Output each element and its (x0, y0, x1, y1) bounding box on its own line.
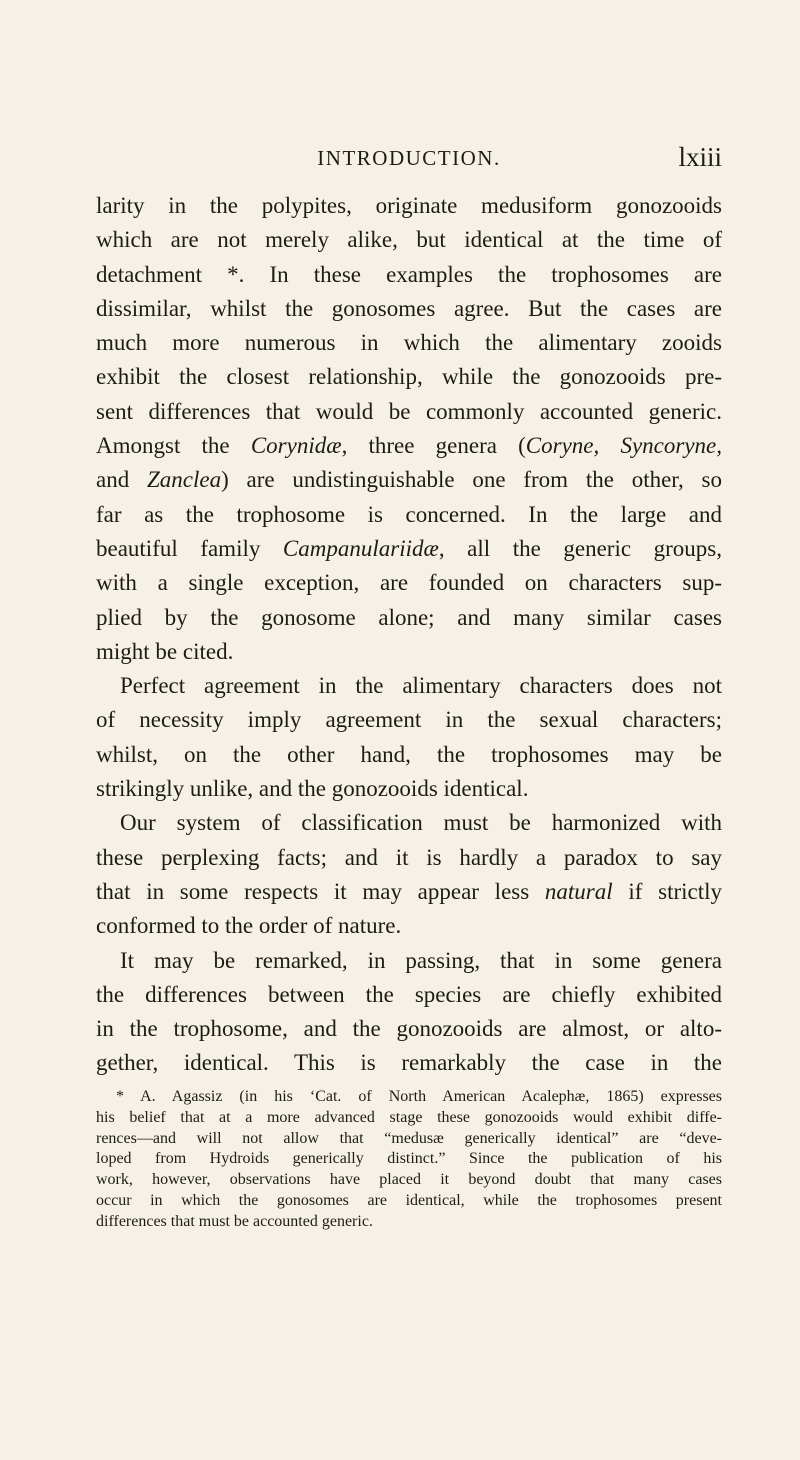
text-segment: the differences between the species are chiefly exhibited (96, 981, 722, 1007)
text-segment: Our system of classification must be harmonized with (120, 810, 722, 836)
text-line (96, 1012, 722, 1046)
text-segment: plied by the gonosome alone; and many similar cases (96, 604, 722, 630)
text-line (96, 669, 722, 703)
italic-text: Campanulariidæ (282, 535, 439, 561)
text-segment: with a single exception, are founded on characters sup- (96, 570, 722, 596)
text-segment: and (96, 467, 147, 493)
text-line (96, 566, 722, 600)
text-segment: beautiful family (96, 535, 283, 561)
text-line (96, 1046, 722, 1080)
text-segment: , three genera ( (341, 433, 526, 459)
text-line (96, 635, 722, 669)
text-line (96, 189, 722, 223)
text-segment: It may be remarked, in passing, that in some genera (120, 947, 722, 973)
footnote-line: his belief that at a more advanced stage these gonozooids would exhibit diffe- (96, 1108, 722, 1126)
footnote-line: loped from Hydroids generically distinct.” Since the publication of his (96, 1150, 722, 1168)
text-segment: whilst, on the other hand, the trophosomes may be (96, 741, 722, 767)
text-line (96, 601, 722, 635)
text-line (96, 258, 722, 292)
text-segment: exhibit the closest relationship, while the gonozooids pre- (96, 364, 722, 390)
text-segment: Amongst the (96, 433, 251, 459)
page-number: lxiii (678, 142, 722, 172)
text-line (96, 429, 722, 463)
text-segment: ) are undistinguishable one from the other, so (221, 467, 722, 493)
text-segment: in the trophosome, and the gonozooids are almost, or alto- (96, 1016, 722, 1042)
text-line (96, 772, 722, 806)
italic-text: Corynidæ (250, 433, 342, 459)
text-segment: gether, identical. This is remarkably the case in the (96, 1050, 722, 1076)
text-line (96, 292, 722, 326)
text-line (96, 944, 722, 978)
text-line (96, 463, 722, 497)
text-line (96, 498, 722, 532)
italic-text: natural (544, 878, 613, 904)
footnote-line: differences that must be accounted generic. (96, 1212, 373, 1230)
text-segment: detachment *. In these examples the trophosomes are (96, 261, 722, 287)
text-segment: which are not merely alike, but identical at the time of (96, 227, 722, 253)
text-segment: strikingly unlike, and the gonozooids identical. (96, 776, 529, 802)
footnote-line: * A. Agassiz (in his ‘Cat. of North American Acalephæ, 1865) expresses (116, 1088, 722, 1105)
text-segment: Perfect agreement in the alimentary characters does not (120, 673, 722, 699)
text-line (96, 978, 722, 1012)
text-segment: conformed to the order of nature. (96, 913, 402, 939)
text-segment: might be cited. (96, 638, 234, 664)
text-segment: larity in the polypites, originate medusiform gonozooids (96, 193, 722, 218)
text-line (96, 395, 722, 429)
text-segment: that in some respects it may appear less (96, 878, 545, 904)
running-head (96, 142, 722, 176)
text-line (96, 738, 722, 772)
text-line (96, 806, 722, 840)
running-title: INTRODUCTION. (317, 146, 501, 170)
footnote (96, 1087, 722, 1233)
footnote-line: occur in which the gonosomes are identical, while the trophosomes present (96, 1191, 722, 1209)
text-segment: of necessity imply agreement in the sexual characters; (96, 707, 722, 733)
text-segment: dissimilar, whilst the gonosomes agree. But the cases are (96, 295, 722, 321)
text-segment: much more numerous in which the alimentary zooids (96, 330, 722, 356)
text-segment: these perplexing facts; and it is hardly a paradox to say (96, 844, 722, 870)
text-line (96, 532, 722, 566)
footnote-line: rences—and will not allow that “medusæ generically identical” are “deve- (96, 1129, 722, 1147)
text-segment: , all the generic groups, (438, 535, 722, 561)
text-line (96, 703, 722, 737)
body-text (96, 189, 722, 1081)
text-segment: if strictly (612, 878, 723, 904)
italic-text: Coryne, Syncoryne, (525, 433, 722, 459)
footnote-line: work, however, observations have placed it beyond doubt that many cases (96, 1171, 722, 1189)
text-line (96, 223, 722, 257)
text-segment: far as the trophosome is concerned. In the large and (96, 501, 722, 527)
italic-text: Zanclea (146, 467, 222, 493)
text-line (96, 841, 722, 875)
text-line (96, 326, 722, 360)
text-line (96, 360, 722, 394)
text-line (96, 875, 722, 909)
text-segment: sent differences that would be commonly accounted generic. (96, 398, 722, 424)
text-line (96, 909, 722, 943)
